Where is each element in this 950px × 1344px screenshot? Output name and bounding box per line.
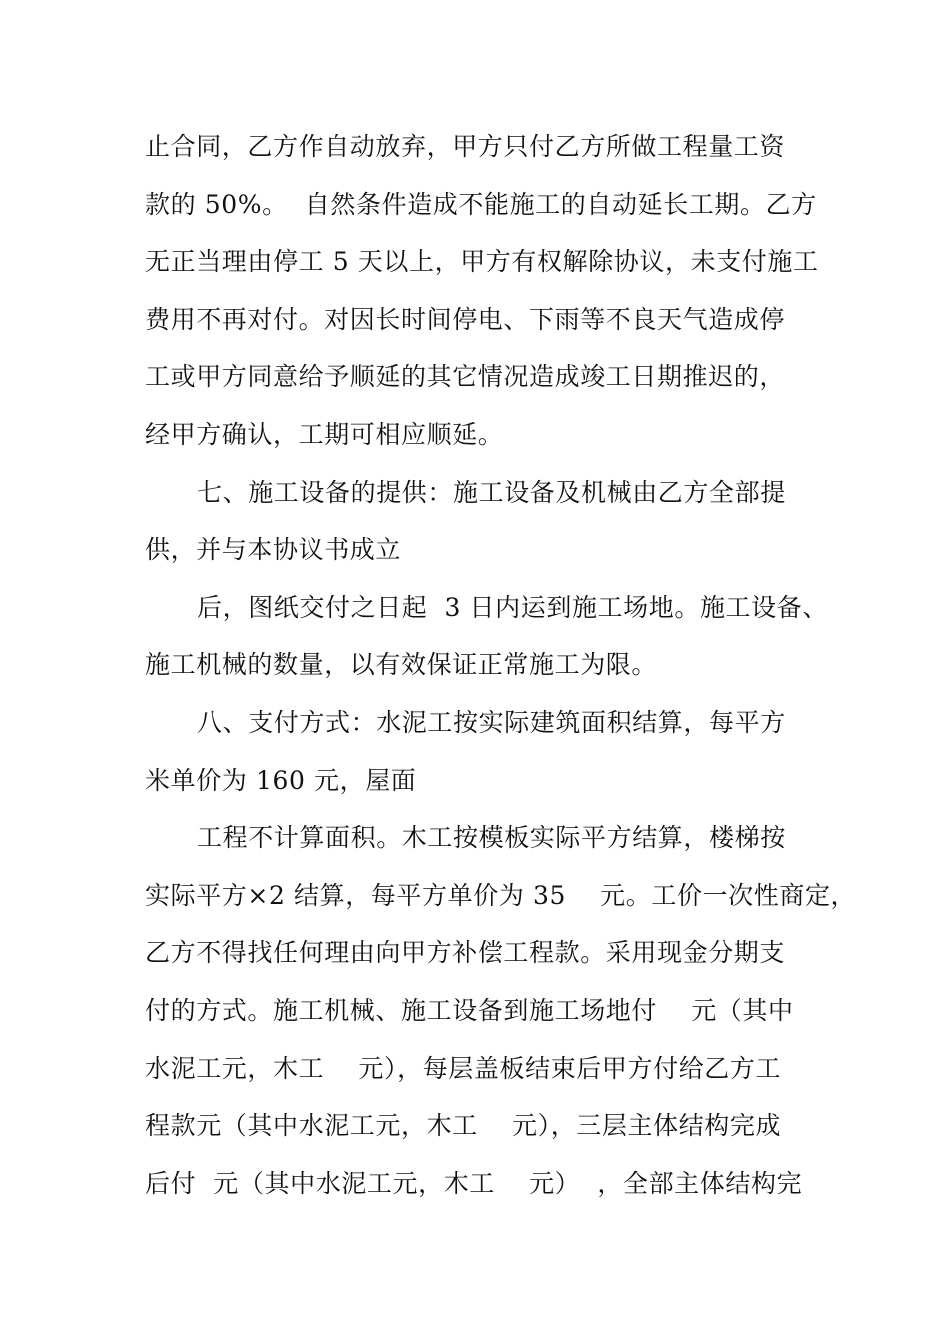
text-line: 经甲方确认，工期可相应顺延。 — [145, 419, 504, 449]
text-line: 供，并与本协议书成立 — [145, 535, 402, 565]
section-heading-line: 七、施工设备的提供：施工设备及机械由乙方全部提 — [197, 477, 786, 507]
document-body — [145, 118, 857, 1212]
text-line: 实际平方×2 结算，每平方单价为 35 元。工价一次性商定， — [145, 880, 857, 910]
text-line: 付的方式。施工机械、施工设备到施工场地付 元（其中 — [145, 995, 794, 1025]
text-line: 无正当理由停工 5 天以上，甲方有权解除协议，未支付施工 — [145, 247, 819, 277]
text-line: 施工机械的数量，以有效保证正常施工为限。 — [145, 650, 658, 680]
text-line: 程款元（其中水泥工元，木工 元），三层主体结构完成 — [145, 1111, 782, 1141]
text-line: 工或甲方同意给予顺延的其它情况造成竣工日期推迟的， — [145, 362, 786, 392]
text-line: 款的 50%。 自然条件造成不能施工的自动延长工期。乙方 — [145, 189, 817, 219]
text-line: 水泥工元，木工 元），每层盖板结束后甲方付给乙方工 — [145, 1053, 782, 1083]
text-line: 止合同，乙方作自动放弃，甲方只付乙方所做工程量工资 — [145, 132, 786, 161]
text-line: 后付 元（其中水泥工元，木工 元） ，全部主体结构完 — [145, 1168, 803, 1198]
text-line: 米单价为 160 元，屋面 — [145, 765, 417, 795]
text-line: 乙方不得找任何理由向甲方补偿工程款。采用现金分期支 — [145, 938, 786, 968]
section-heading-line: 八、支付方式：水泥工按实际建筑面积结算，每平方 — [197, 707, 786, 737]
text-line: 费用不再对付。对因长时间停电、下雨等不良天气造成停 — [145, 304, 786, 334]
paragraph-start-line: 工程不计算面积。木工按模板实际平方结算，楼梯按 — [197, 823, 786, 853]
paragraph-start-line: 后，图纸交付之日起 3 日内运到施工场地。施工设备、 — [197, 592, 828, 622]
